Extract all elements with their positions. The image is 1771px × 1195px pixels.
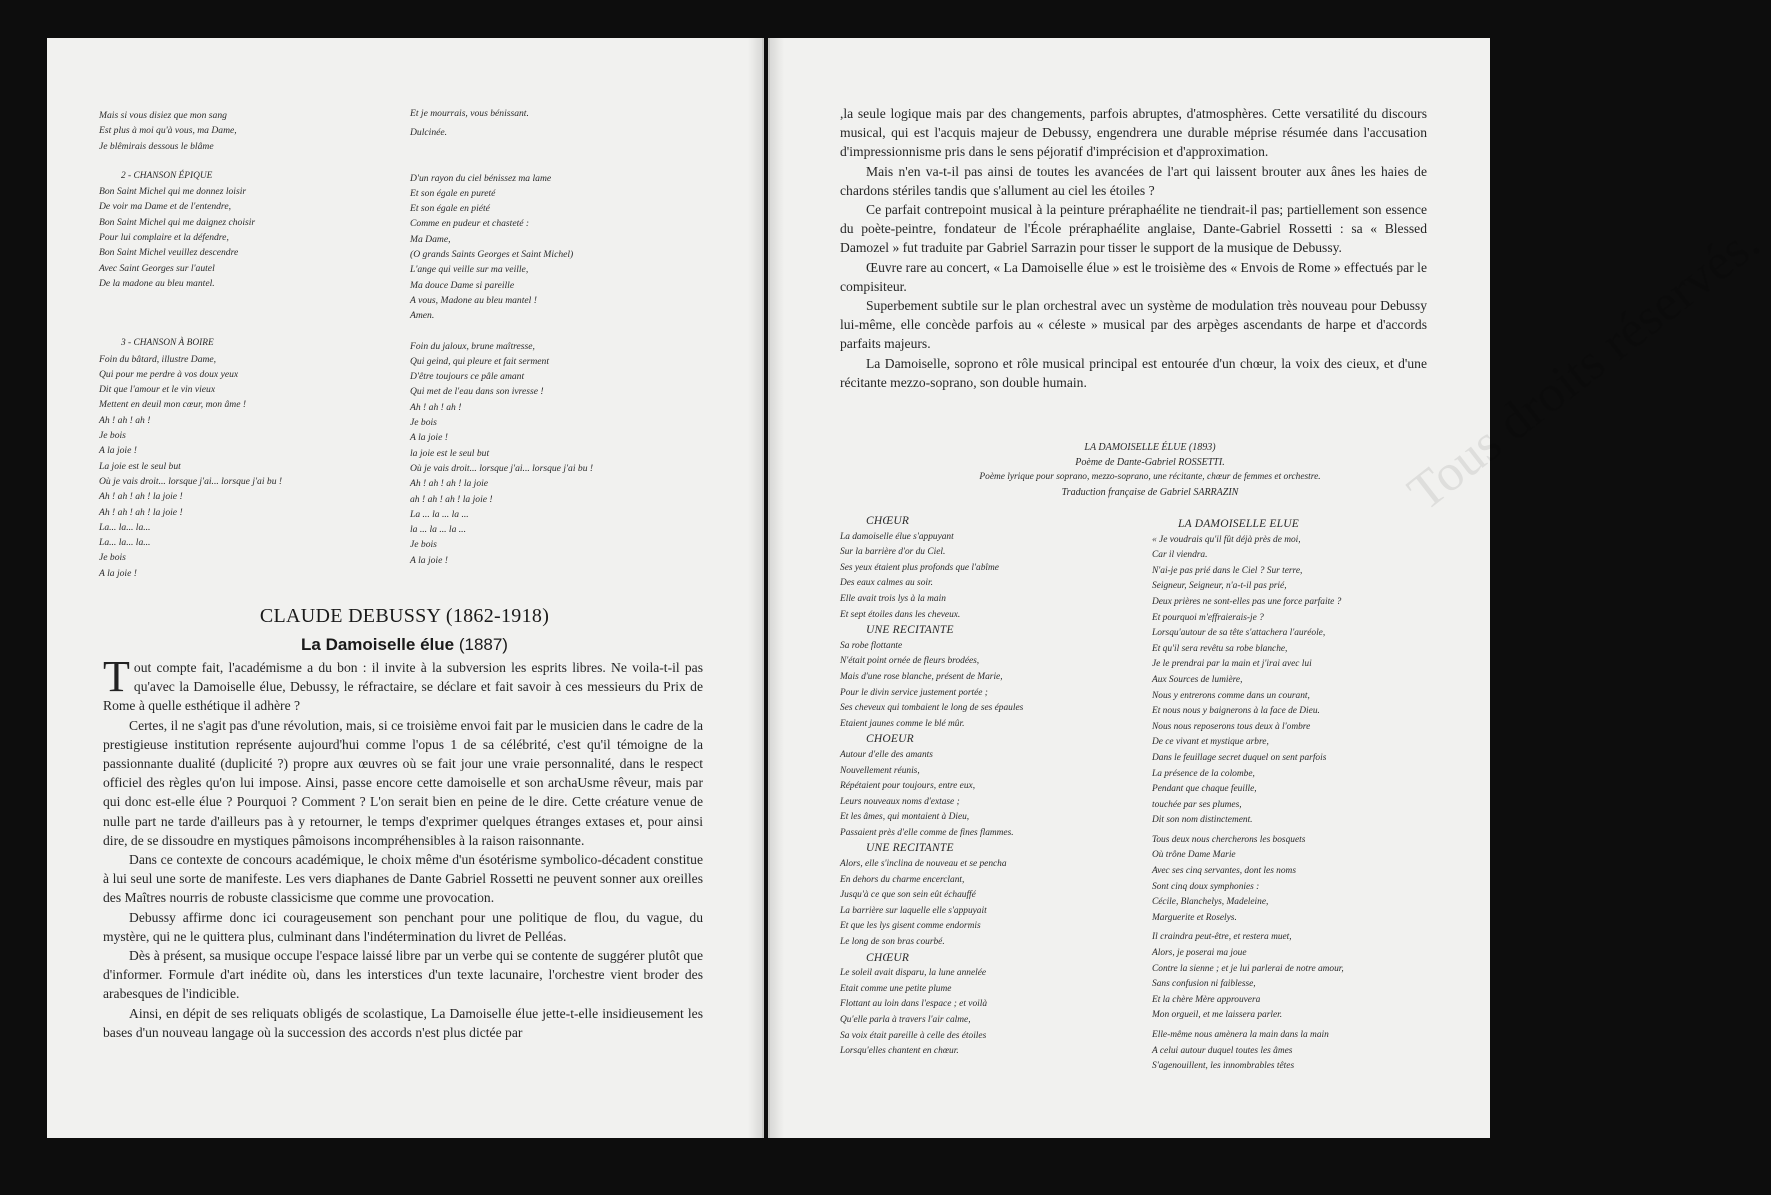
verse-line: La ... la ... la ... <box>410 508 469 520</box>
article-paragraph: ,la seule logique mais par des changements, parfois abruptes, d'atmosphères. Cette versatilité du discours musical, qui est l'acquis majeur de Debussy, engendrera une durable méprise résumée dans l'accusation d'impressionnisme pris dans le sens péjoratif d'imprécision et d'approximation. <box>840 106 1427 160</box>
verse-line: Tous deux nous chercherons les bosquets <box>1152 834 1306 845</box>
article-paragraph: La Damoiselle, soprono et rôle musical principal est entourée d'un chœur, la voix des cieux, et d'une récitante mezzo-soprano, son double humain. <box>840 355 1427 390</box>
libretto-left-column <box>840 514 1023 1060</box>
verse-line: Avec ses cinq servantes, dont les noms <box>1152 866 1296 877</box>
verse-line: Amen. <box>410 310 435 322</box>
libretto-lines <box>1152 533 1344 829</box>
libretto-lines <box>1152 833 1344 927</box>
verse-line: Où je vais droit... lorsque j'ai... lorsque j'ai bu ! <box>410 462 594 474</box>
article-body-continued <box>840 104 1427 392</box>
verse-line: Sont cinq doux symphonies : <box>1152 881 1260 892</box>
libretto-right-column <box>1152 517 1344 1075</box>
verse-line: Et nous nous y baignerons à la face de Dieu. <box>1152 706 1320 717</box>
poem-stanza <box>410 339 593 568</box>
verse-line: Ma douce Dame si pareille <box>410 279 515 291</box>
article-body <box>103 652 703 1042</box>
verse-line: Car il viendra. <box>1152 550 1208 561</box>
verse-line: Je le prendrai par la main et j'irai avec lui <box>1152 659 1312 670</box>
verse-line: Je bois <box>410 539 437 551</box>
speaker-choeur: CHŒUR <box>866 515 910 527</box>
article-paragraph: Dès à présent, sa musique occupe l'espace laissé libre par un verbe qui se contente de suggérer plutôt que d'informer. Formule d'art inédite où, dans les interstices d'un texte lacunaire, l'orchestre vient broder des arabesques de l'indicible. <box>103 948 703 1002</box>
verse-line: A celui autour duquel toutes les âmes <box>1152 1045 1293 1056</box>
speaker-recitante: UNE RECITANTE <box>866 842 954 855</box>
verse-line: Il craindra peut-être, et restera muet, <box>1152 932 1292 943</box>
verse-line: La présence de la colombe, <box>1152 768 1255 779</box>
verse-line: Avec Saint Georges sur l'autel <box>99 262 215 274</box>
verse-line: Contre la sienne ; et je lui parlerai de notre amour, <box>1152 963 1344 974</box>
verse-line: Le soleil avait disparu, la lune annelée <box>840 968 987 979</box>
work-title: LA DAMOISELLE ÉLUE (1893) <box>1084 442 1216 453</box>
verse-line: Dulcinée. <box>410 127 448 139</box>
article-paragraph: Ainsi, en dépit de ses reliquats obligés de scolastique, La Damoiselle élue jette-t-elle insidieusement les bases d'un nouveau langage où la succession des accords n'est plus dictée par <box>103 1005 703 1040</box>
poem-right-column <box>410 106 593 568</box>
verse-line: La joie est le seul but <box>99 460 181 472</box>
libretto-lines <box>1152 1028 1344 1075</box>
copyright-watermark: Tous droits réservés. <box>1397 213 1771 522</box>
verse-line: Où je vais droit... lorsque j'ai... lorsque j'ai bu ! <box>99 475 283 487</box>
verse-line: Sur la barrière d'or du Ciel. <box>840 547 946 558</box>
verse-line: (O grands Saints Georges et Saint Michel) <box>410 249 574 261</box>
verse-line: Le long de son bras courbé. <box>840 937 945 948</box>
verse-line: Pendant que chaque feuille, <box>1152 784 1257 795</box>
title-first-name: CLAUDE <box>259 605 343 627</box>
verse-line: N'était point ornée de fleurs brodées, <box>840 656 980 667</box>
verse-line: La barrière sur laquelle elle s'appuyait <box>840 905 987 916</box>
verse-line: touchée par ses plumes, <box>1152 799 1242 810</box>
verse-line: Nouvellement réunis, <box>840 765 920 776</box>
verse-line: D'un rayon du ciel bénissez ma lame <box>410 172 552 184</box>
verse-line: Et la chère Mère approuvera <box>1152 994 1261 1005</box>
poem-left-column <box>99 108 282 581</box>
verse-line: Dans le feuillage secret duquel on sent parfois <box>1152 752 1327 763</box>
verse-line: N'ai-je pas prié dans le Ciel ? Sur terre, <box>1152 565 1303 576</box>
verse-line: Aux Sources de lumière, <box>1152 674 1243 685</box>
verse-line: La damoiselle élue s'appuyant <box>840 531 954 542</box>
verse-line: Et sept étoiles dans les cheveux. <box>840 609 961 620</box>
verse-line: Dit son nom distinctement. <box>1152 815 1253 826</box>
verse-line: Marguerite et Roselys. <box>1152 912 1237 923</box>
verse-line: Et je mourrais, vous bénissant. <box>410 108 529 119</box>
verse-line: Ah ! ah ! ah ! <box>99 414 151 426</box>
verse-line: Mais d'une rose blanche, présent de Marie, <box>840 671 1003 682</box>
article-title <box>47 605 762 628</box>
verse-line: Flottant au loin dans l'espace ; et voilà <box>840 999 988 1010</box>
verse-line: A la joie ! <box>410 432 448 444</box>
verse-line: Mon orgueil, et me laissera parler. <box>1152 1010 1283 1021</box>
verse-line: Ah ! ah ! ah ! <box>410 401 462 413</box>
verse-line: Et son égale en piété <box>410 203 490 215</box>
article-paragraph: Superbement subtile sur le plan orchestral avec un système de modulation très nouveau pour Debussy lui-même, elle concède parfois au « céleste » musical par des arpèges ascendants de harpe et d'accords parfaits majeurs. <box>840 298 1427 352</box>
article-paragraph: Tout compte fait, l'académisme a du bon : il invite à la subversion les esprits libres. Ne voila-t-il pas qu'avec la Damoiselle élue, Debussy, le réfractaire, se déclare et fait savoir à ces messieurs du Prix de Rome à quelle esthétique il adhère ? <box>103 652 703 714</box>
verse-line: Est plus à moi qu'à vous, ma Dame, <box>99 125 237 137</box>
verse-line: De voir ma Dame et de l'entendre, <box>99 201 231 213</box>
verse-line: Bon Saint Michel qui me daignez choisir <box>99 216 256 228</box>
verse-line: Mais si vous disiez que mon sang <box>99 110 227 121</box>
poem-section-title: 2 - CHANSON ÉPIQUE <box>121 170 213 181</box>
verse-line: Et pourquoi m'effraierais-je ? <box>1152 612 1264 623</box>
left-page <box>47 38 764 1138</box>
verse-line: La... la... la... <box>99 537 151 549</box>
verse-line: Sa robe flottante <box>840 640 903 651</box>
verse-line: Lorsqu'autour de sa tête s'attachera l'auréole, <box>1152 628 1326 639</box>
verse-line: Je bois <box>410 417 437 429</box>
verse-line: Nous nous reposerons tous deux à l'ombre <box>1152 721 1311 732</box>
verse-line: De la madone au bleu mantel. <box>99 277 215 289</box>
verse-line: la ... la ... la ... <box>410 524 466 536</box>
verse-line: Répétaient pour toujours, entre eux, <box>840 781 976 792</box>
verse-line: « Je voudrais qu'il fût déjà près de moi, <box>1152 534 1301 545</box>
verse-line: A la joie ! <box>99 445 137 457</box>
poem-stanza <box>99 108 282 154</box>
subtitle-year: (1887) <box>458 635 508 654</box>
work-heading <box>770 440 1490 500</box>
verse-line: Et que les lys gisent comme endormis <box>840 921 981 932</box>
verse-line: Elle-même nous amènera la main dans la main <box>1152 1030 1329 1040</box>
speaker-choeur: CHŒUR <box>866 951 910 964</box>
verse-line: Qui pour me perdre à vos doux yeux <box>99 368 239 380</box>
verse-line: Alors, elle s'inclina de nouveau et se pencha <box>840 859 1007 870</box>
verse-line: Où trône Dame Marie <box>1152 850 1236 861</box>
verse-line: Pour le divin service justement portée ; <box>840 687 988 698</box>
verse-line: Bon Saint Michel qui me donnez loisir <box>99 186 247 198</box>
verse-line: Alors, je poserai ma joue <box>1152 948 1247 959</box>
verse-line: A la joie ! <box>99 567 137 579</box>
article-paragraph: Ce parfait contrepoint musical à la peinture préraphaélite ne tiendrait-il pas; partiellement son essence du poète-peintre, fondateur de l'École préraphaélite anglaise, Dante-Gabriel Rossetti : sa « Blessed Damozel » fut traduite par Gabriel Sarrazin pour tisser le support de la musique de Debussy. <box>840 202 1427 256</box>
drop-cap: T <box>103 652 130 701</box>
verse-line: Foin du bâtard, illustre Dame, <box>99 353 217 365</box>
libretto-lines <box>840 966 1023 1060</box>
verse-line: Ah ! ah ! ah ! la joie <box>410 478 489 490</box>
verse-line: Et son égale en pureté <box>410 187 496 199</box>
verse-line: Elle avait trois lys à la main <box>840 593 946 604</box>
verse-line: Dit que l'amour et le vin vieux <box>99 384 216 396</box>
verse-line: Sans confusion ni faiblesse, <box>1152 979 1256 990</box>
title-last-name: DEBUSSY <box>348 605 441 627</box>
verse-line: Lorsqu'elles chantent en chœur. <box>840 1046 959 1057</box>
verse-line: Cécile, Blanchelys, Madeleine, <box>1152 897 1269 908</box>
verse-line: Deux prières ne sont-elles pas une force parfaite ? <box>1152 596 1342 607</box>
verse-line: La... la... la... <box>99 521 151 533</box>
verse-line: Leurs nouveaux noms d'extase ; <box>840 796 960 807</box>
libretto-lines <box>840 857 1023 951</box>
speaker-choeur: CHOEUR <box>866 733 914 746</box>
gutter-shadow <box>748 38 762 1138</box>
verse-line: Sa voix était pareille à celle des étoiles <box>840 1030 987 1041</box>
verse-line: S'agenouillent, les innombrables têtes <box>1152 1061 1295 1072</box>
verse-line: Autour d'elle des amants <box>840 749 933 760</box>
verse-line: Jusqu'à ce que son sein eût échauffé <box>840 890 976 901</box>
verse-line: A vous, Madone au bleu mantel ! <box>410 294 537 306</box>
libretto-lines <box>840 530 1023 624</box>
poem-stanza <box>410 171 593 324</box>
verse-line: Qui met de l'eau dans son ivresse ! <box>410 386 544 398</box>
verse-line: Et qu'il sera revêtu sa robe blanche, <box>1152 643 1288 654</box>
article-paragraph: Œuvre rare au concert, « La Damoiselle élue » est le troisième des « Envois de Rome » effectués par le compisiteur. <box>840 259 1427 294</box>
verse-line: Ses yeux étaient plus profonds que l'abîme <box>840 562 999 573</box>
title-dates: (1862-1918) <box>445 605 550 627</box>
verse-line: Bon Saint Michel veuillez descendre <box>99 247 239 259</box>
verse-line: Foin du jaloux, brune maîtresse, <box>410 340 535 352</box>
speaker-recitante: UNE RECITANTE <box>866 624 954 637</box>
verse-line: Je bois <box>99 552 126 564</box>
verse-line: Des eaux calmes au soir. <box>840 578 933 589</box>
article-paragraph: Debussy affirme donc ici courageusement son penchant pour une politique de flou, du vague, du mystère, qui ne le quittera plus, culminant dans l'indétermination du livret de Pelléas. <box>103 909 703 944</box>
work-scoring: Poème lyrique pour soprano, mezzo-soprano, une récitante, chœur de femmes et orchestre. <box>979 472 1321 482</box>
verse-line: D'être toujours ce pâle amant <box>410 371 525 383</box>
verse-line: Etaient jaunes comme le blé mûr. <box>840 718 965 729</box>
verse-line: Je blêmirais dessous le blâme <box>99 140 214 152</box>
poem-section-title: 3 - CHANSON À BOIRE <box>121 338 214 349</box>
verse-line: Ah ! ah ! ah ! la joie ! <box>99 491 183 503</box>
verse-line: De ce vivant et mystique arbre, <box>1152 737 1269 748</box>
verse-line: En dehors du charme encerclant, <box>840 874 965 885</box>
verse-line: Ma Dame, <box>410 233 451 245</box>
libretto-lines <box>840 639 1023 733</box>
subtitle-work: La Damoiselle élue <box>301 635 455 654</box>
verse-line: Ses cheveux qui tombaient le long de ses épaules <box>840 703 1024 714</box>
verse-line: Et les âmes, qui montaient à Dieu, <box>840 812 970 823</box>
verse-line: Ah ! ah ! ah ! la joie ! <box>99 506 183 518</box>
verse-line: Qui geind, qui pleure et fait serment <box>410 355 549 367</box>
verse-line: Qu'elle parla à travers l'air calme, <box>840 1015 971 1025</box>
verse-line: Mettent en deuil mon cœur, mon âme ! <box>99 399 247 411</box>
verse-line: Seigneur, Seigneur, n'a-t-il pas prié, <box>1152 581 1287 592</box>
article-paragraph: Dans ce contexte de concours académique, le choix même d'un ésotérisme symbolico-décadent constitue à lui seul une sorte de manifeste. Les vers diaphanes de Dante Gabriel Rossetti ne peuvent sonner aux oreilles des Maîtres nourris de robuste classicisme que comme une provocation. <box>103 852 703 906</box>
right-page <box>768 38 1771 1138</box>
speaker-damoiselle: LA DAMOISELLE ELUE <box>1178 518 1299 530</box>
verse-line: ah ! ah ! ah ! la joie ! <box>410 493 493 505</box>
verse-line: Etait comme une petite plume <box>840 983 952 994</box>
verse-line: L'ange qui veille sur ma veille, <box>410 264 529 276</box>
article-subtitle <box>47 635 762 655</box>
poem-stanza <box>99 184 282 291</box>
work-translation: Traduction française de Gabriel SARRAZIN <box>1061 487 1239 498</box>
poem-stanza <box>99 352 282 581</box>
article-paragraph: Mais n'en va-t-il pas ainsi de toutes les avancées de l'art qui laissent brouter aux ânes les haies de chardons stériles tandis que s'allument au ciel les étoiles ? <box>840 163 1427 198</box>
verse-line: Comme en pudeur et chasteté : <box>410 218 530 230</box>
verse-line: Passaient près d'elle comme de fines flammes. <box>840 827 1014 838</box>
verse-line: Nous y entrerons comme dans un courant, <box>1152 690 1310 701</box>
libretto-lines <box>1152 930 1344 1024</box>
article-paragraph: Certes, il ne s'agit pas d'une révolution, mais, si ce troisième envoi fait par le musicien dans le cadre de la prestigieuse institution représente aujourd'hui comme l'opus 1 de sa célébrité, c'est qu'il témoigne de la passionnante dualité (duplicité ?) propre aux œuvres où se fait jour une vraie personnalité, dans le respect officiel des règles qu'on lui impose. Ainsi, passe encore cette damoiselle et son archaUsme rêveur, mais par qui donc est-elle élue ? Pourquoi ? Comment ? L'on serait bien en peine de le dire. Cette créature venue de nulle part ne tarde d'ailleurs pas à y retourner, le temps d'exprimer quelques étranges extases et, pour ainsi dire, de se dissoudre en mystiques pâmoisons incompréhensibles à la raison raisonnante. <box>103 717 703 848</box>
verse-line: A la joie ! <box>410 554 448 566</box>
libretto-lines <box>840 748 1023 842</box>
verse-line: la joie est le seul but <box>410 447 490 459</box>
poem-stanza <box>410 106 593 141</box>
work-poet: Poème de Dante-Gabriel ROSSETTI. <box>1075 457 1225 468</box>
verse-line: Je bois <box>99 430 126 442</box>
gutter-shadow <box>770 38 784 1138</box>
verse-line: Pour lui complaire et la défendre, <box>99 232 229 244</box>
